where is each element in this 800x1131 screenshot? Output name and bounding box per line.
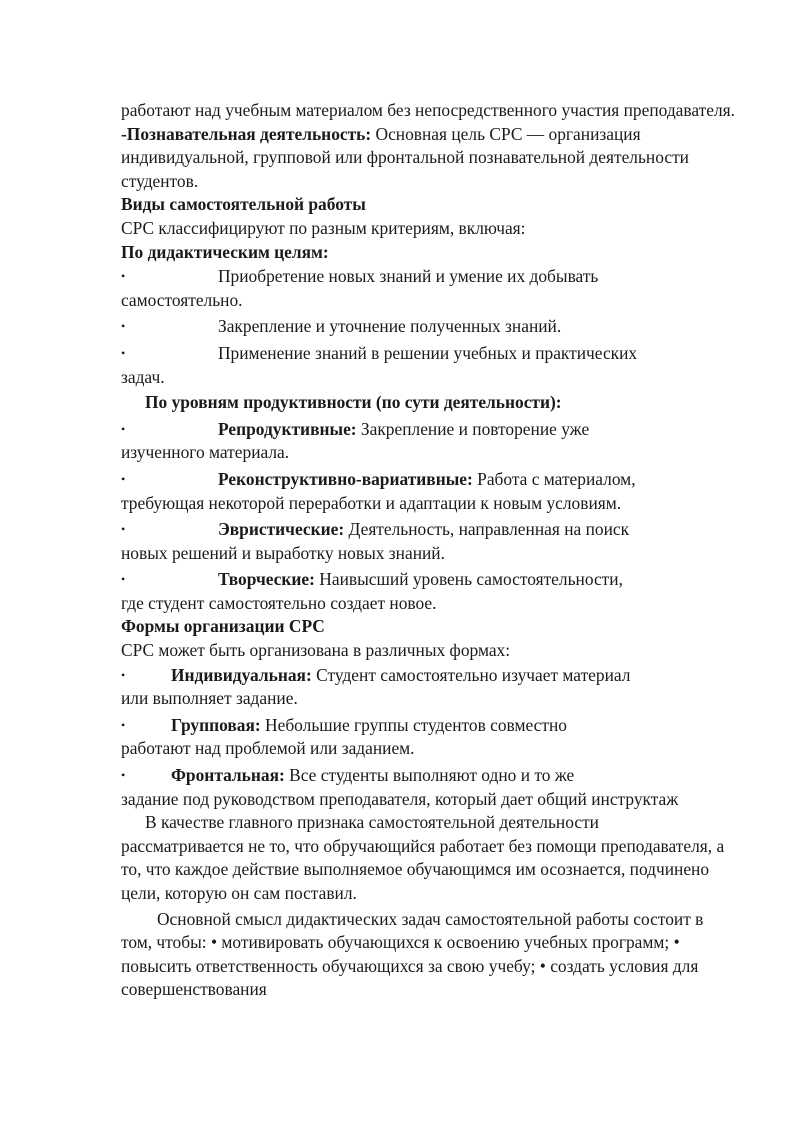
- forms-item-2-first: Небольшие группы студентов совместно: [260, 714, 567, 735]
- didactic-item-1-first: Приобретение новых знаний и умение их добывать: [218, 266, 599, 287]
- bullet-icon: •: [121, 319, 126, 334]
- bullet-icon: •: [121, 345, 126, 360]
- bullet-icon: •: [121, 269, 126, 284]
- bullet-icon: •: [121, 768, 126, 783]
- productive-item-4-first: Наивысший уровень самостоятельности,: [314, 569, 623, 590]
- forms-item-3-term: Фронтальная:: [171, 765, 285, 786]
- forms-item-1-rest: или выполняет задание.: [121, 688, 298, 709]
- bullet-icon: •: [121, 572, 126, 587]
- forms-item-3: [121, 764, 740, 811]
- productive-item-1-rest: изученного материала.: [121, 442, 290, 463]
- didactic-item-1-rest: самостоятельно.: [121, 289, 243, 310]
- forms-item-1: [121, 664, 740, 711]
- heading-types: [121, 193, 740, 217]
- productive-item-1-term: Репродуктивные:: [218, 418, 357, 439]
- heading-types-text: Виды самостоятельной работы: [121, 194, 366, 215]
- paragraph-goals: Основной смысл дидактических задач самостоятельной работы состоит в том, чтобы: • мотивировать обучающихся к освоению учебных программ; • повысить ответственность обучающихся за свою учебу; • создать условия для совершенствования: [121, 908, 704, 1000]
- bullet-icon: •: [121, 717, 126, 732]
- heading-didactic: [121, 241, 740, 265]
- forms-item-1-first: Студент самостоятельно изучает материал: [311, 664, 631, 685]
- bullet-icon: •: [121, 421, 126, 436]
- didactic-item-3-rest: задач.: [121, 366, 165, 387]
- didactic-item-3-first: Применение знаний в решении учебных и практических: [218, 342, 638, 363]
- bullet-icon: •: [121, 471, 126, 486]
- productive-item-3-rest: новых решений и выработку новых знаний.: [121, 542, 445, 563]
- paragraph-cognitive: [121, 123, 740, 194]
- forms-item-2: [121, 714, 740, 761]
- heading-productivity-text: По уровням продуктивности (по сути деятельности):: [145, 392, 562, 413]
- didactic-item-1: [121, 265, 740, 312]
- productive-item-4-rest: где студент самостоятельно создает новое.: [121, 592, 437, 613]
- productive-item-3-term: Эвристические:: [218, 519, 345, 540]
- forms-item-2-rest: работают над проблемой или заданием.: [121, 738, 415, 759]
- productive-item-2-term: Реконструктивно-вариативные:: [218, 468, 473, 489]
- didactic-item-2-first: Закрепление и уточнение полученных знаний.: [218, 316, 562, 337]
- paragraph-intro: работают над учебным материалом без непосредственного участия преподавателя.: [121, 100, 735, 120]
- bullet-icon: •: [121, 522, 126, 537]
- paragraph-main-sign: В качестве главного признака самостоятельной деятельности рассматривается не то, что обручающийся работает без помощи преподавателя, а то, что каждое действие выполняемое обучающимся им осознается, подчинено цели, которую он сам поставил.: [121, 812, 725, 903]
- productive-item-4-term: Творческие:: [218, 569, 315, 590]
- heading-productivity: [121, 391, 740, 415]
- productive-item-2-first: Работа с материалом,: [472, 468, 636, 489]
- cognitive-term: -Познавательная деятельность:: [121, 123, 372, 144]
- forms-item-3-first: Все студенты выполняют одно и то же: [284, 765, 575, 786]
- productive-item-1-first: Закрепление и повторение уже: [356, 418, 590, 439]
- bullet-icon: •: [121, 667, 126, 682]
- didactic-item-3: [121, 342, 740, 389]
- paragraph-classify: СРС классифицируют по разным критериям, включая:: [121, 217, 526, 238]
- productive-item-2: [121, 468, 740, 515]
- paragraph-forms: СРС может быть организована в различных формах:: [121, 640, 511, 661]
- productive-item-3: [121, 518, 740, 565]
- heading-forms: [121, 615, 740, 639]
- cognitive-text: Основная цель СРС — организация индивидуальной, групповой или фронтальной познавательной деятельности студентов.: [121, 123, 689, 191]
- forms-item-2-term: Групповая:: [171, 714, 261, 735]
- productive-item-2-rest: требующая некоторой переработки и адаптации к новым условиям.: [121, 492, 622, 513]
- productive-item-3-first: Деятельность, направленная на поиск: [344, 519, 630, 540]
- heading-didactic-text: По дидактическим целям:: [121, 241, 329, 262]
- forms-item-1-term: Индивидуальная:: [171, 664, 312, 685]
- didactic-item-2: [121, 315, 740, 339]
- heading-forms-text: Формы организации СРС: [121, 616, 325, 637]
- productive-item-1: [121, 418, 740, 465]
- productive-item-4: [121, 568, 740, 615]
- forms-item-3-rest: задание под руководством преподавателя, который дает общий инструктаж: [121, 788, 679, 809]
